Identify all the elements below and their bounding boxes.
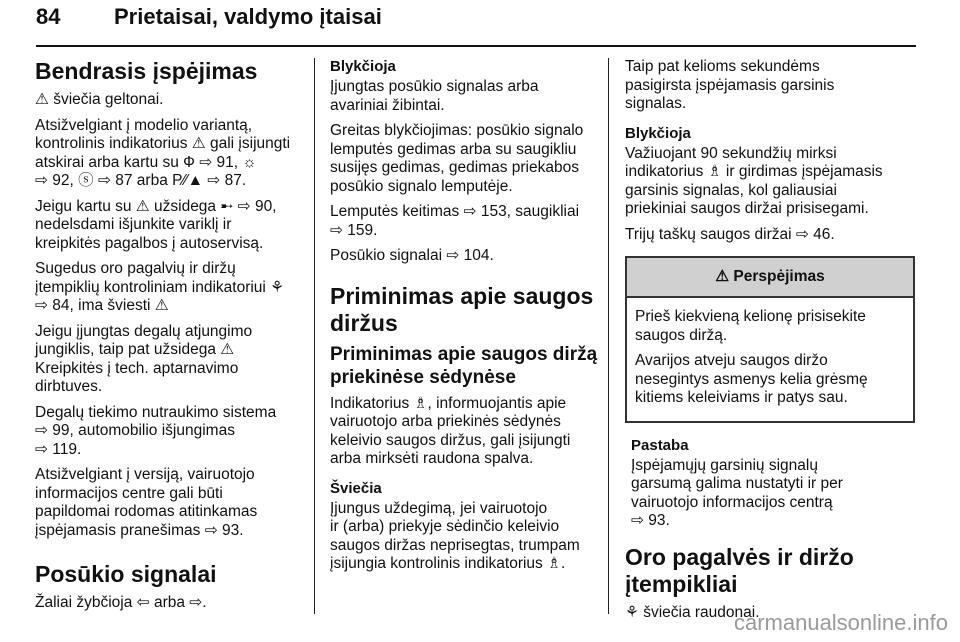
page-header <box>36 4 916 44</box>
paragraph: Įjungtas posūkio signalas arba avariniai žibintai. <box>330 78 539 114</box>
paragraph: Atsižvelgiant į modelio variantą, kontrolinis indikatorius ⚠ gali įsijungti atskirai arba kartu su Ф ⇨ 91, ☼ ⇨ 92, ⓢ ⇨ 87 arba P⁄⁄▲ ⇨ 87. <box>35 116 291 189</box>
paragraph: Prieš kiekvieną kelionę prisisekite saugos diržą. <box>635 308 866 344</box>
subsection-label: Šviečia <box>330 479 382 497</box>
note-title: Pastaba <box>631 436 689 454</box>
paragraph: Žaliai žybčioja ⇦ arba ⇨. <box>35 594 207 611</box>
paragraph: Taip pat kelioms sekundėms pasigirsta įspėjamasis garsinis signalas. <box>625 58 835 112</box>
paragraph: Jeigu įjungtas degalų atjungimo jungiklis, taip pat užsidega ⚠ Kreipkitės į tech. aptarnavimo dirbtuves. <box>35 322 253 395</box>
subsection-heading: Priminimas apie saugos diržą priekinėse sėdynėse <box>330 343 598 388</box>
paragraph: Posūkio signalai ⇨ 104. <box>330 247 494 264</box>
section-heading: Posūkio signalai <box>35 561 217 587</box>
subsection-label: Blykčioja <box>330 58 396 75</box>
column-3 <box>625 58 915 629</box>
paragraph: ⚠ šviečia geltonai. <box>35 91 164 108</box>
paragraph: Indikatorius ♗, informuojantis apie vairuotojo arba priekinės sėdynės keleivio saugos diržus, gali įsijungti arba mirksėti raudona spalva. <box>330 394 571 467</box>
section-heading: Priminimas apie saugos diržus <box>330 282 594 336</box>
section-heading: Oro pagalvės ir diržo įtempikliai <box>625 543 854 597</box>
warning-box <box>625 256 915 423</box>
column-divider <box>608 58 609 614</box>
paragraph: Jeigu kartu su ⚠ užsidega ➸ ⇨ 90, nedelsdami išjunkite variklį ir kreipkitės pagalbos į autoservisą. <box>35 197 277 252</box>
paragraph: ⚘ šviečia raudonai. <box>625 603 760 621</box>
column-1 <box>35 58 305 620</box>
paragraph: Lemputės keitimas ⇨ 153, saugikliai ⇨ 159. <box>330 203 580 239</box>
warning-title: ⚠ Perspėjimas <box>627 258 913 298</box>
subsection-label: Blykčioja <box>625 124 691 142</box>
column-divider <box>314 58 315 614</box>
watermark: carmanualsonline.info <box>733 610 948 635</box>
paragraph: Trijų taškų saugos diržai ⇨ 46. <box>625 225 835 243</box>
page-number: 84 <box>36 4 61 29</box>
column-2 <box>330 58 600 581</box>
paragraph: Sugedus oro pagalvių ir diržų įtempiklių kontroliniam indikatoriui ⚘ ⇨ 84, ima šviesti ⚠ <box>35 260 285 314</box>
paragraph: Važiuojant 90 sekundžių mirksi indikatorius ♗ ir girdimas įspėjamasis garsinis signalas, kol galiausiai priekiniai saugos diržai prisisegami. <box>625 144 883 217</box>
paragraph: Degalų tiekimo nutraukimo sistema ⇨ 99, automobilio išjungimas ⇨ 119. <box>35 403 277 458</box>
paragraph: Avarijos atveju saugos diržo nesegintys asmenys kelia grėsmę kitiems keleiviams ir patys sau. <box>635 352 868 406</box>
page-title: Prietaisai, valdymo įtaisai <box>114 4 382 29</box>
header-rule <box>36 45 916 47</box>
paragraph: Greitas blykčiojimas: posūkio signalo lemputės gedimas arba su saugikliu susijęs gedimas, gedimas priekabos posūkio signalo lemputėje. <box>330 122 584 195</box>
paragraph: Atsižvelgiant į versiją, vairuotojo informacijos centre gali būti papildomai rodomas atitinkamas įspėjamasis pranešimas ⇨ 93. <box>35 466 258 539</box>
note-block <box>625 437 915 531</box>
section-heading: Bendrasis įspėjimas <box>35 58 258 84</box>
paragraph: Įspėjamųjų garsinių signalų garsumą galima nustatyti ir per vairuotojo informacijos centrą ⇨ 93. <box>631 456 843 529</box>
paragraph: Įjungus uždegimą, jei vairuotojo ir (arba) priekyje sėdinčio keleivio saugos diržas neprisegtas, trumpam įsijungia kontrolinis indikatorius ♗. <box>330 499 580 572</box>
